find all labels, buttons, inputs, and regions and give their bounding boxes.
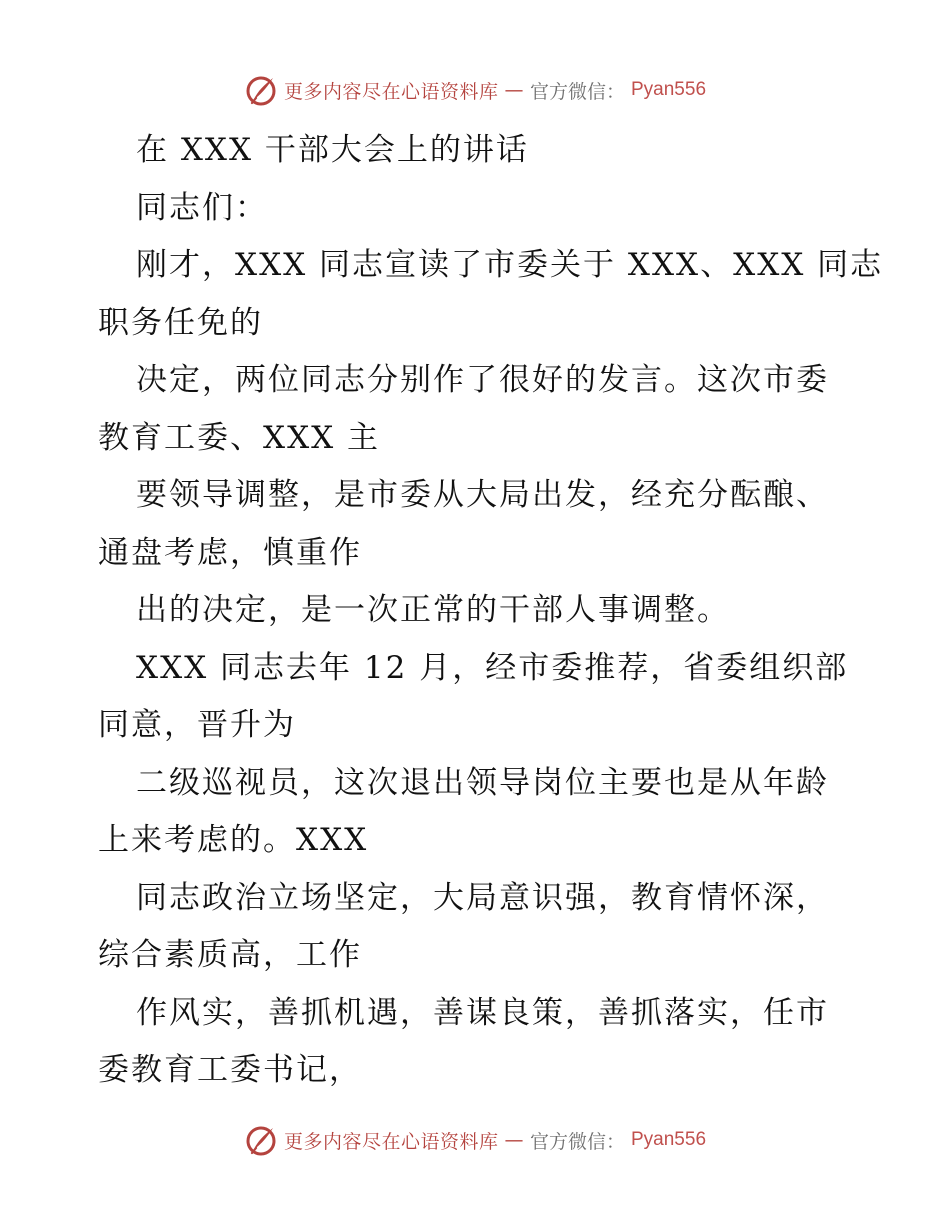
text-line: 同志政治立场坚定，大局意识强，教育情怀深， [136, 879, 829, 916]
text-line: 通盘考虑，慎重作 [98, 534, 362, 571]
text-line: 教育工委、XXX 主 [98, 419, 381, 456]
watermark-id: Pyan556 [631, 1129, 707, 1150]
text-line: 决定，两位同志分别作了很好的发言。这次市委 [136, 362, 829, 398]
text-line: 综合素质高，工作 [98, 937, 362, 973]
text-line: 出的决定，是一次正常的干部人事调整。 [136, 592, 730, 628]
text-line: 要领导调整，是市委从大局出发，经充分酝酿、 [136, 477, 829, 513]
document-body [98, 122, 884, 1100]
watermark-label: 官方微信： [529, 1130, 625, 1153]
text-line: 上来考虑的。XXX [98, 822, 369, 858]
text-line: 职务任免的 [98, 304, 263, 341]
text-line: 二级巡视员，这次退出领导岗位主要也是从年龄 [136, 764, 829, 801]
watermark-main-text: 更多内容尽在心语资料库 [283, 80, 499, 103]
watermark-main-text: 更多内容尽在心语资料库 [283, 1130, 499, 1153]
quill-pen-logo-icon [244, 1123, 278, 1157]
watermark-id: Pyan556 [631, 79, 707, 100]
text-line: 作风实，善抓机遇，善谋良策，善抓落实，任市 [136, 994, 829, 1031]
text-line: 委教育工委书记， [98, 1052, 362, 1088]
watermark-separator: — [504, 1129, 524, 1151]
text-line: 同意，晋升为 [98, 707, 296, 743]
watermark-separator: — [504, 79, 524, 101]
header-watermark [0, 70, 950, 110]
text-line: 刚才，XXX 同志宣读了市委关于 XXX、XXX 同志 [136, 247, 884, 283]
watermark-label: 官方微信： [529, 80, 625, 103]
text-line: 同志们： [136, 189, 268, 226]
text-line: XXX 同志去年 12 月，经市委推荐，省委组织部 [136, 649, 849, 686]
footer-watermark [0, 1120, 950, 1160]
quill-pen-logo-icon [244, 73, 278, 107]
text-line: 在 XXX 干部大会上的讲话 [136, 132, 529, 168]
